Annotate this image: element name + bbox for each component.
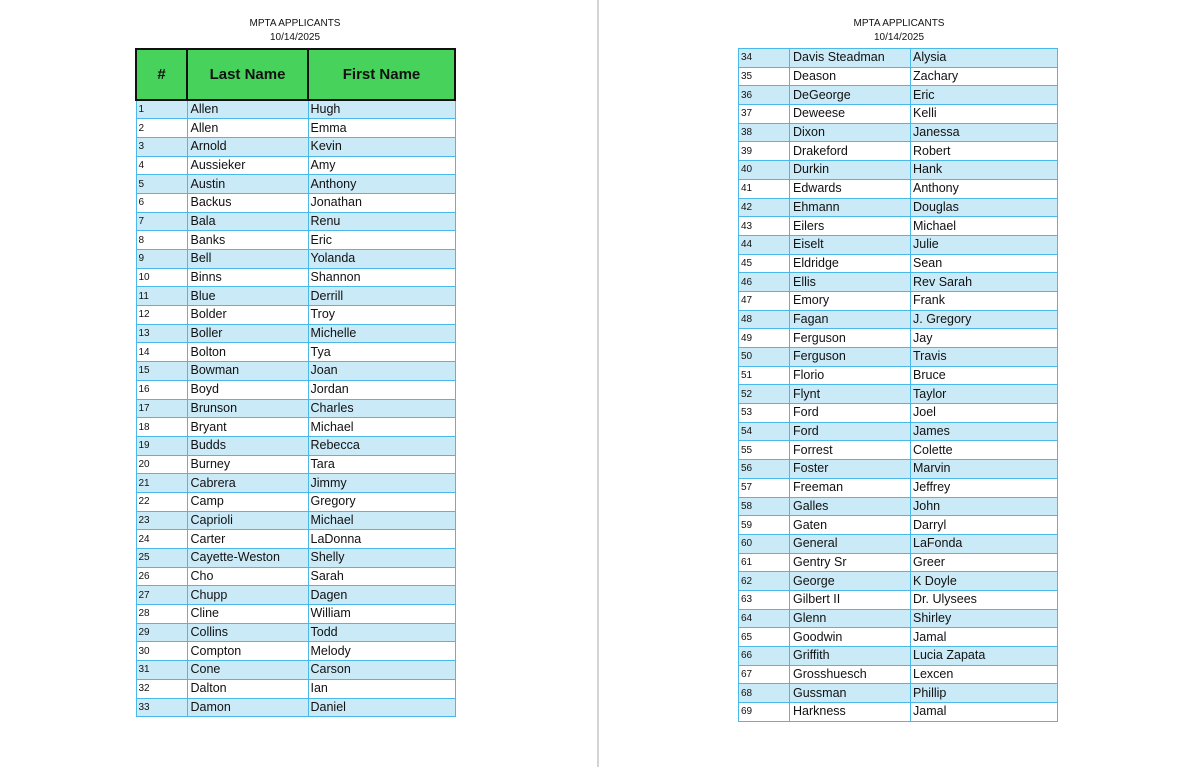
page-1 bbox=[0, 0, 597, 767]
first-name-cell: Anthony bbox=[308, 175, 455, 194]
table-row bbox=[136, 231, 455, 250]
row-number: 62 bbox=[739, 572, 790, 591]
row-number: 50 bbox=[739, 348, 790, 367]
table-row bbox=[739, 67, 1058, 86]
table-row bbox=[739, 422, 1058, 441]
row-number: 44 bbox=[739, 235, 790, 254]
last-name-cell: Arnold bbox=[187, 137, 308, 156]
first-name-cell: Hank bbox=[911, 161, 1058, 180]
row-number: 56 bbox=[739, 460, 790, 479]
table-row bbox=[136, 137, 455, 156]
first-name-cell: Troy bbox=[308, 306, 455, 325]
first-name-cell: Charles bbox=[308, 399, 455, 418]
row-number: 43 bbox=[739, 217, 790, 236]
first-name-cell: Lexcen bbox=[911, 665, 1058, 684]
table-row bbox=[136, 250, 455, 269]
table-row bbox=[136, 418, 455, 437]
last-name-cell: Compton bbox=[187, 642, 308, 661]
first-name-cell: James bbox=[911, 422, 1058, 441]
first-name-cell: Travis bbox=[911, 348, 1058, 367]
row-number: 1 bbox=[136, 100, 187, 119]
first-name-cell: Rebecca bbox=[308, 436, 455, 455]
first-name-cell: Joel bbox=[911, 404, 1058, 423]
row-number: 33 bbox=[136, 698, 187, 717]
table-row bbox=[739, 179, 1058, 198]
table-row bbox=[136, 343, 455, 362]
first-name-cell: Anthony bbox=[911, 179, 1058, 198]
table-row bbox=[136, 642, 455, 661]
last-name-cell: Glenn bbox=[790, 609, 911, 628]
last-name-cell: Cho bbox=[187, 567, 308, 586]
first-name-cell: Michael bbox=[308, 511, 455, 530]
column-header-first-name: First Name bbox=[308, 49, 455, 100]
table-row bbox=[739, 86, 1058, 105]
row-number: 11 bbox=[136, 287, 187, 306]
table-row bbox=[136, 530, 455, 549]
row-number: 59 bbox=[739, 516, 790, 535]
row-number: 45 bbox=[739, 254, 790, 273]
table-row bbox=[739, 291, 1058, 310]
table-row bbox=[739, 553, 1058, 572]
first-name-cell: K Doyle bbox=[911, 572, 1058, 591]
table-row bbox=[136, 212, 455, 231]
first-name-cell: Michael bbox=[308, 418, 455, 437]
first-name-cell: Greer bbox=[911, 553, 1058, 572]
first-name-cell: Marvin bbox=[911, 460, 1058, 479]
last-name-cell: Ferguson bbox=[790, 348, 911, 367]
row-number: 10 bbox=[136, 268, 187, 287]
row-number: 37 bbox=[739, 105, 790, 124]
table-row bbox=[739, 235, 1058, 254]
page-2-header bbox=[739, 17, 1059, 45]
last-name-cell: Forrest bbox=[790, 441, 911, 460]
row-number: 24 bbox=[136, 530, 187, 549]
first-name-cell: Michael bbox=[911, 217, 1058, 236]
table-row bbox=[739, 703, 1058, 722]
row-number: 25 bbox=[136, 549, 187, 568]
table-row bbox=[136, 586, 455, 605]
first-name-cell: LaFonda bbox=[911, 534, 1058, 553]
row-number: 51 bbox=[739, 366, 790, 385]
table-row bbox=[136, 156, 455, 175]
first-name-cell: LaDonna bbox=[308, 530, 455, 549]
table-row bbox=[136, 567, 455, 586]
document-title: MPTA APPLICANTS bbox=[249, 18, 341, 29]
document-date: 10/14/2025 bbox=[269, 32, 321, 43]
row-number: 17 bbox=[136, 399, 187, 418]
first-name-cell: Jamal bbox=[911, 628, 1058, 647]
last-name-cell: Ehmann bbox=[790, 198, 911, 217]
table-row bbox=[739, 123, 1058, 142]
row-number: 47 bbox=[739, 291, 790, 310]
document-date: 10/14/2025 bbox=[873, 32, 925, 43]
table-row bbox=[136, 175, 455, 194]
table-row bbox=[136, 679, 455, 698]
row-number: 35 bbox=[739, 67, 790, 86]
table-row bbox=[136, 268, 455, 287]
last-name-cell: Burney bbox=[187, 455, 308, 474]
last-name-cell: DeGeorge bbox=[790, 86, 911, 105]
row-number: 69 bbox=[739, 703, 790, 722]
first-name-cell: Zachary bbox=[911, 67, 1058, 86]
first-name-cell: Eric bbox=[911, 86, 1058, 105]
row-number: 21 bbox=[136, 474, 187, 493]
column-header-number: # bbox=[136, 49, 187, 100]
row-number: 42 bbox=[739, 198, 790, 217]
row-number: 4 bbox=[136, 156, 187, 175]
row-number: 39 bbox=[739, 142, 790, 161]
row-number: 3 bbox=[136, 137, 187, 156]
first-name-cell: Jordan bbox=[308, 380, 455, 399]
row-number: 18 bbox=[136, 418, 187, 437]
last-name-cell: Cayette-Weston bbox=[187, 549, 308, 568]
row-number: 12 bbox=[136, 306, 187, 325]
row-number: 40 bbox=[739, 161, 790, 180]
row-number: 68 bbox=[739, 684, 790, 703]
first-name-cell: Colette bbox=[911, 441, 1058, 460]
table-row bbox=[739, 478, 1058, 497]
last-name-cell: Damon bbox=[187, 698, 308, 717]
table-body-page-2 bbox=[739, 49, 1058, 722]
column-header-last-name: Last Name bbox=[187, 49, 308, 100]
row-number: 61 bbox=[739, 553, 790, 572]
last-name-cell: Eldridge bbox=[790, 254, 911, 273]
last-name-cell: Backus bbox=[187, 193, 308, 212]
table-row bbox=[136, 193, 455, 212]
table-row bbox=[739, 198, 1058, 217]
table-row bbox=[136, 605, 455, 624]
first-name-cell: Shirley bbox=[911, 609, 1058, 628]
last-name-cell: Freeman bbox=[790, 478, 911, 497]
last-name-cell: Fagan bbox=[790, 310, 911, 329]
first-name-cell: Todd bbox=[308, 623, 455, 642]
last-name-cell: Ferguson bbox=[790, 329, 911, 348]
last-name-cell: Carter bbox=[187, 530, 308, 549]
applicants-table-page-1 bbox=[135, 48, 456, 717]
last-name-cell: Bolder bbox=[187, 306, 308, 325]
last-name-cell: Boller bbox=[187, 324, 308, 343]
table-row bbox=[739, 572, 1058, 591]
table-row bbox=[739, 105, 1058, 124]
first-name-cell: Jay bbox=[911, 329, 1058, 348]
first-name-cell: Yolanda bbox=[308, 250, 455, 269]
last-name-cell: Allen bbox=[187, 119, 308, 138]
last-name-cell: Deweese bbox=[790, 105, 911, 124]
first-name-cell: Tya bbox=[308, 343, 455, 362]
last-name-cell: Cabrera bbox=[187, 474, 308, 493]
first-name-cell: Kelli bbox=[911, 105, 1058, 124]
last-name-cell: Ford bbox=[790, 422, 911, 441]
first-name-cell: Hugh bbox=[308, 100, 455, 119]
first-name-cell: Michelle bbox=[308, 324, 455, 343]
row-number: 31 bbox=[136, 661, 187, 680]
row-number: 54 bbox=[739, 422, 790, 441]
row-number: 57 bbox=[739, 478, 790, 497]
applicants-table-page-2 bbox=[738, 48, 1058, 722]
document-title: MPTA APPLICANTS bbox=[853, 18, 945, 29]
first-name-cell: Dr. Ulysees bbox=[911, 590, 1058, 609]
table-row bbox=[739, 161, 1058, 180]
table-body-page-1 bbox=[136, 100, 455, 717]
row-number: 32 bbox=[136, 679, 187, 698]
table-row bbox=[739, 310, 1058, 329]
last-name-cell: Cline bbox=[187, 605, 308, 624]
row-number: 6 bbox=[136, 193, 187, 212]
table-row bbox=[136, 623, 455, 642]
last-name-cell: Gaten bbox=[790, 516, 911, 535]
table-row bbox=[136, 100, 455, 119]
last-name-cell: Gilbert II bbox=[790, 590, 911, 609]
table-row bbox=[739, 460, 1058, 479]
last-name-cell: Aussieker bbox=[187, 156, 308, 175]
first-name-cell: Renu bbox=[308, 212, 455, 231]
first-name-cell: Melody bbox=[308, 642, 455, 661]
last-name-cell: Galles bbox=[790, 497, 911, 516]
table-row bbox=[739, 142, 1058, 161]
row-number: 46 bbox=[739, 273, 790, 292]
table-row bbox=[739, 628, 1058, 647]
first-name-cell: John bbox=[911, 497, 1058, 516]
row-number: 38 bbox=[739, 123, 790, 142]
row-number: 53 bbox=[739, 404, 790, 423]
last-name-cell: Flynt bbox=[790, 385, 911, 404]
row-number: 64 bbox=[739, 609, 790, 628]
last-name-cell: Edwards bbox=[790, 179, 911, 198]
last-name-cell: Bowman bbox=[187, 362, 308, 381]
first-name-cell: Douglas bbox=[911, 198, 1058, 217]
last-name-cell: Camp bbox=[187, 492, 308, 511]
row-number: 13 bbox=[136, 324, 187, 343]
last-name-cell: Davis Steadman bbox=[790, 49, 911, 68]
last-name-cell: Budds bbox=[187, 436, 308, 455]
row-number: 29 bbox=[136, 623, 187, 642]
last-name-cell: Florio bbox=[790, 366, 911, 385]
first-name-cell: Daniel bbox=[308, 698, 455, 717]
last-name-cell: Collins bbox=[187, 623, 308, 642]
last-name-cell: Binns bbox=[187, 268, 308, 287]
first-name-cell: Derrill bbox=[308, 287, 455, 306]
table-row bbox=[136, 511, 455, 530]
first-name-cell: Robert bbox=[911, 142, 1058, 161]
first-name-cell: Dagen bbox=[308, 586, 455, 605]
table-row bbox=[739, 217, 1058, 236]
first-name-cell: Carson bbox=[308, 661, 455, 680]
last-name-cell: Bryant bbox=[187, 418, 308, 437]
first-name-cell: Bruce bbox=[911, 366, 1058, 385]
last-name-cell: Ford bbox=[790, 404, 911, 423]
table-row bbox=[136, 380, 455, 399]
table-row bbox=[739, 665, 1058, 684]
first-name-cell: Phillip bbox=[911, 684, 1058, 703]
first-name-cell: Gregory bbox=[308, 492, 455, 511]
first-name-cell: Jamal bbox=[911, 703, 1058, 722]
last-name-cell: Bala bbox=[187, 212, 308, 231]
row-number: 26 bbox=[136, 567, 187, 586]
table-row bbox=[136, 474, 455, 493]
first-name-cell: Jimmy bbox=[308, 474, 455, 493]
row-number: 52 bbox=[739, 385, 790, 404]
last-name-cell: Cone bbox=[187, 661, 308, 680]
row-number: 23 bbox=[136, 511, 187, 530]
table-row bbox=[739, 684, 1058, 703]
last-name-cell: Dixon bbox=[790, 123, 911, 142]
table-row bbox=[136, 436, 455, 455]
first-name-cell: Sean bbox=[911, 254, 1058, 273]
first-name-cell: Lucia Zapata bbox=[911, 647, 1058, 666]
first-name-cell: Darryl bbox=[911, 516, 1058, 535]
table-row bbox=[739, 254, 1058, 273]
first-name-cell: Shannon bbox=[308, 268, 455, 287]
row-number: 67 bbox=[739, 665, 790, 684]
table-row bbox=[136, 287, 455, 306]
last-name-cell: Austin bbox=[187, 175, 308, 194]
table-row bbox=[739, 329, 1058, 348]
row-number: 27 bbox=[136, 586, 187, 605]
table-row bbox=[136, 549, 455, 568]
last-name-cell: George bbox=[790, 572, 911, 591]
table-row bbox=[739, 609, 1058, 628]
table-row bbox=[136, 661, 455, 680]
last-name-cell: Durkin bbox=[790, 161, 911, 180]
last-name-cell: Goodwin bbox=[790, 628, 911, 647]
row-number: 60 bbox=[739, 534, 790, 553]
row-number: 14 bbox=[136, 343, 187, 362]
row-number: 15 bbox=[136, 362, 187, 381]
first-name-cell: William bbox=[308, 605, 455, 624]
first-name-cell: Ian bbox=[308, 679, 455, 698]
first-name-cell: Shelly bbox=[308, 549, 455, 568]
last-name-cell: Foster bbox=[790, 460, 911, 479]
row-number: 34 bbox=[739, 49, 790, 68]
row-number: 66 bbox=[739, 647, 790, 666]
table-row bbox=[136, 399, 455, 418]
first-name-cell: J. Gregory bbox=[911, 310, 1058, 329]
last-name-cell: General bbox=[790, 534, 911, 553]
table-row bbox=[739, 404, 1058, 423]
first-name-cell: Eric bbox=[308, 231, 455, 250]
page-2 bbox=[599, 0, 1200, 767]
last-name-cell: Caprioli bbox=[187, 511, 308, 530]
row-number: 58 bbox=[739, 497, 790, 516]
first-name-cell: Frank bbox=[911, 291, 1058, 310]
table-row bbox=[136, 455, 455, 474]
first-name-cell: Jonathan bbox=[308, 193, 455, 212]
last-name-cell: Chupp bbox=[187, 586, 308, 605]
table-row bbox=[739, 534, 1058, 553]
table-row bbox=[739, 441, 1058, 460]
last-name-cell: Boyd bbox=[187, 380, 308, 399]
table-row bbox=[739, 497, 1058, 516]
row-number: 49 bbox=[739, 329, 790, 348]
last-name-cell: Deason bbox=[790, 67, 911, 86]
last-name-cell: Emory bbox=[790, 291, 911, 310]
table-row bbox=[136, 698, 455, 717]
row-number: 65 bbox=[739, 628, 790, 647]
table-row bbox=[739, 366, 1058, 385]
first-name-cell: Emma bbox=[308, 119, 455, 138]
page-1-header bbox=[135, 17, 455, 45]
last-name-cell: Griffith bbox=[790, 647, 911, 666]
last-name-cell: Brunson bbox=[187, 399, 308, 418]
table-header-row bbox=[136, 49, 455, 100]
last-name-cell: Eiselt bbox=[790, 235, 911, 254]
last-name-cell: Banks bbox=[187, 231, 308, 250]
table-row bbox=[136, 324, 455, 343]
table-row bbox=[136, 119, 455, 138]
row-number: 22 bbox=[136, 492, 187, 511]
first-name-cell: Amy bbox=[308, 156, 455, 175]
table-row bbox=[136, 492, 455, 511]
first-name-cell: Tara bbox=[308, 455, 455, 474]
last-name-cell: Eilers bbox=[790, 217, 911, 236]
last-name-cell: Allen bbox=[187, 100, 308, 119]
last-name-cell: Gussman bbox=[790, 684, 911, 703]
row-number: 55 bbox=[739, 441, 790, 460]
row-number: 5 bbox=[136, 175, 187, 194]
table-row bbox=[136, 306, 455, 325]
first-name-cell: Alysia bbox=[911, 49, 1058, 68]
first-name-cell: Jeffrey bbox=[911, 478, 1058, 497]
first-name-cell: Janessa bbox=[911, 123, 1058, 142]
row-number: 9 bbox=[136, 250, 187, 269]
row-number: 19 bbox=[136, 436, 187, 455]
table-row bbox=[739, 647, 1058, 666]
row-number: 30 bbox=[136, 642, 187, 661]
table-row bbox=[136, 362, 455, 381]
row-number: 2 bbox=[136, 119, 187, 138]
first-name-cell: Julie bbox=[911, 235, 1058, 254]
row-number: 28 bbox=[136, 605, 187, 624]
row-number: 41 bbox=[739, 179, 790, 198]
last-name-cell: Ellis bbox=[790, 273, 911, 292]
first-name-cell: Joan bbox=[308, 362, 455, 381]
last-name-cell: Dalton bbox=[187, 679, 308, 698]
table-row bbox=[739, 385, 1058, 404]
row-number: 48 bbox=[739, 310, 790, 329]
last-name-cell: Drakeford bbox=[790, 142, 911, 161]
first-name-cell: Sarah bbox=[308, 567, 455, 586]
table-row bbox=[739, 273, 1058, 292]
last-name-cell: Gentry Sr bbox=[790, 553, 911, 572]
last-name-cell: Bolton bbox=[187, 343, 308, 362]
first-name-cell: Rev Sarah bbox=[911, 273, 1058, 292]
row-number: 36 bbox=[739, 86, 790, 105]
table-row bbox=[739, 49, 1058, 68]
first-name-cell: Kevin bbox=[308, 137, 455, 156]
table-row bbox=[739, 348, 1058, 367]
last-name-cell: Bell bbox=[187, 250, 308, 269]
table-row bbox=[739, 516, 1058, 535]
row-number: 16 bbox=[136, 380, 187, 399]
row-number: 8 bbox=[136, 231, 187, 250]
row-number: 20 bbox=[136, 455, 187, 474]
table-row bbox=[739, 590, 1058, 609]
last-name-cell: Harkness bbox=[790, 703, 911, 722]
row-number: 63 bbox=[739, 590, 790, 609]
row-number: 7 bbox=[136, 212, 187, 231]
last-name-cell: Grosshuesch bbox=[790, 665, 911, 684]
last-name-cell: Blue bbox=[187, 287, 308, 306]
first-name-cell: Taylor bbox=[911, 385, 1058, 404]
